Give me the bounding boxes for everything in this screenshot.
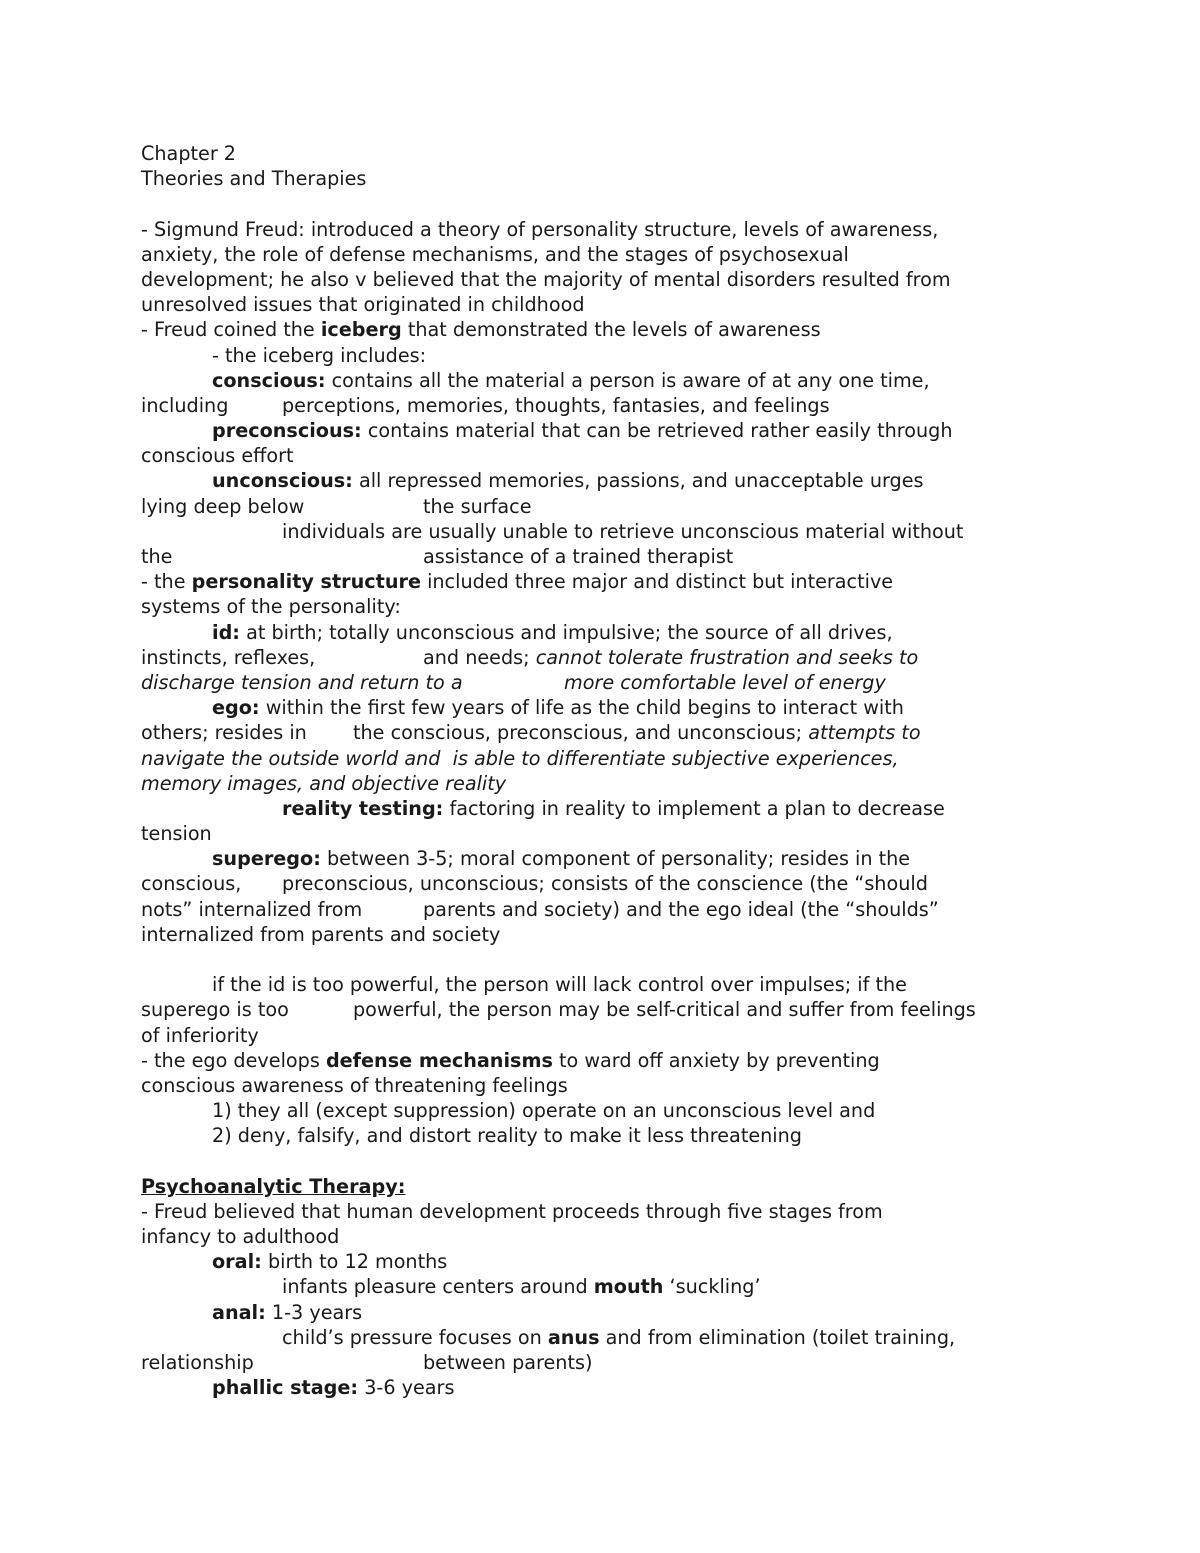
id-item: id: at birth; totally unconscious and impulsive; the source of all drives,	[212, 620, 893, 644]
iceberg-includes: - the iceberg includes:	[212, 343, 427, 367]
superego-item-cont: nots” internalized from parents and society) and the ego ideal (the “shoulds”	[141, 897, 939, 921]
defense-point: 2) deny, falsify, and distort reality to make it less threatening	[212, 1124, 802, 1148]
structure-line-cont: systems of the personality:	[141, 595, 401, 619]
anal-stage-desc: child’s pressure focuses on anus and from elimination (toilet training,	[282, 1325, 956, 1349]
therapy-line: - Freud believed that human development proceeds through five stages from	[141, 1199, 883, 1223]
balance-line-cont: superego is too powerful, the person may be self-critical and suffer from feelings	[141, 998, 976, 1022]
spacer	[141, 947, 1061, 972]
conscious-item: conscious: contains all the material a person is aware of at any one time,	[212, 368, 930, 392]
structure-line: - the personality structure included three major and distinct but interactive	[141, 570, 894, 594]
id-item-cont: discharge tension and return to a more comfortable level of energy	[141, 670, 886, 694]
anal-stage: anal: 1-3 years	[212, 1300, 363, 1324]
individuals-line-cont: the assistance of a trained therapist	[141, 545, 734, 568]
preconscious-item-cont: conscious effort	[141, 444, 294, 468]
balance-line-cont: of inferiority	[141, 1023, 259, 1047]
defense-line: - the ego develops defense mechanisms to ward off anxiety by preventing	[141, 1048, 880, 1072]
reality-testing-item: reality testing: factoring in reality to implement a plan to decrease	[282, 796, 945, 820]
freud-intro-line: unresolved issues that originated in childhood	[141, 293, 585, 317]
oral-stage-desc: infants pleasure centers around mouth ‘suckling’	[282, 1275, 761, 1299]
superego-item: superego: between 3-5; moral component of personality; resides in the	[212, 847, 911, 871]
freud-intro-line: anxiety, the role of defense mechanisms, and the stages of psychosexual	[141, 242, 849, 266]
preconscious-item: preconscious: contains material that can be retrieved rather easily through	[212, 419, 953, 443]
individuals-line: individuals are usually unable to retrieve unconscious material without	[282, 519, 964, 543]
ego-item-cont: memory images, and objective reality	[141, 771, 507, 795]
iceberg-term: iceberg	[320, 318, 402, 342]
anal-stage-cont: relationship between parents)	[141, 1351, 593, 1374]
id-item-cont: instincts, reflexes, and needs; cannot tolerate frustration and seeks to	[141, 645, 919, 669]
balance-line: if the id is too powerful, the person will lack control over impulses; if the	[212, 973, 907, 997]
freud-intro-line: development; he also v believed that the majority of mental disorders resulted from	[141, 267, 951, 291]
defense-point: 1) they all (except suppression) operate on an unconscious level and	[212, 1099, 876, 1123]
chapter-subtitle: Theories and Therapies	[141, 167, 367, 191]
section-heading: Psychoanalytic Therapy:	[141, 1174, 406, 1198]
ego-item-cont: others; resides in the conscious, preconscious, and unconscious; attempts to	[141, 721, 921, 745]
iceberg-line: - Freud coined the iceberg that demonstrated the levels of awareness	[141, 318, 821, 342]
unconscious-item-cont: lying deep below the surface	[141, 494, 532, 518]
ego-item-cont: navigate the outside world and is able to differentiate subjective experiences,	[141, 746, 899, 770]
defense-mechanisms-term: defense mechanisms	[325, 1048, 553, 1072]
spacer	[141, 191, 1061, 216]
superego-item-cont: internalized from parents and society	[141, 922, 501, 946]
superego-item-cont: conscious, preconscious, unconscious; consists of the conscience (the “should	[141, 872, 928, 896]
spacer	[141, 1149, 1061, 1174]
unconscious-item: unconscious: all repressed memories, passions, and unacceptable urges	[212, 469, 924, 493]
therapy-line: infancy to adulthood	[141, 1225, 340, 1249]
conscious-item-cont: including perceptions, memories, thoughts, fantasies, and feelings	[141, 393, 830, 417]
personality-structure-term: personality structure	[191, 570, 421, 594]
document-page	[141, 141, 1061, 1400]
chapter-title: Chapter 2	[141, 142, 237, 165]
ego-item: ego: within the first few years of life as the child begins to interact with	[212, 696, 904, 720]
defense-line-cont: conscious awareness of threatening feelings	[141, 1073, 568, 1097]
reality-testing-cont: tension	[141, 822, 212, 846]
oral-stage: oral: birth to 12 months	[212, 1250, 448, 1274]
freud-intro-line: - Sigmund Freud: introduced a theory of personality structure, levels of awareness,	[141, 217, 939, 241]
phallic-stage: phallic stage: 3-6 years	[212, 1376, 455, 1400]
